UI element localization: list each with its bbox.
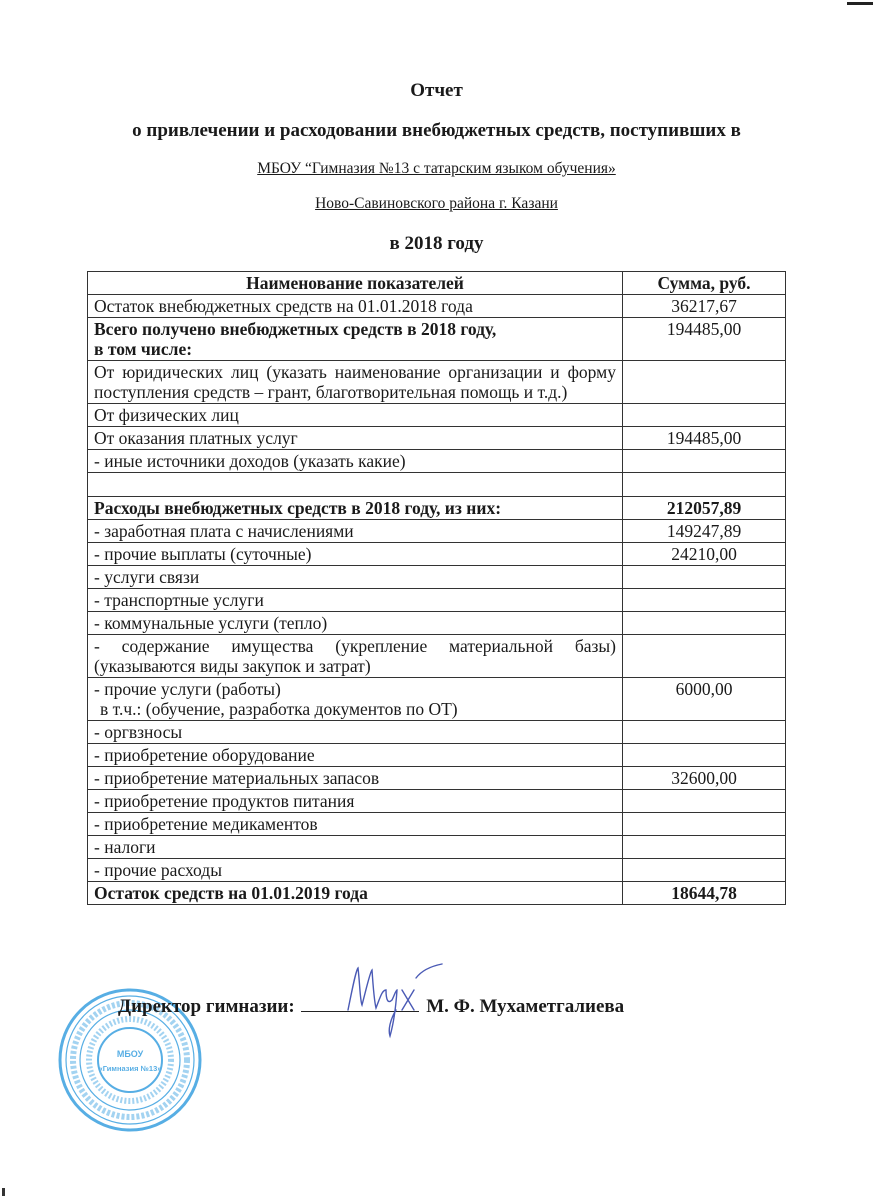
column-header-amount: Сумма, руб. (623, 272, 786, 295)
table-row (88, 813, 786, 836)
row-label: Расходы внебюджетных средств в 2018 году, из них: (88, 497, 623, 520)
row-value (623, 859, 786, 882)
row-label: - иные источники доходов (указать какие) (88, 450, 623, 473)
row-label-line1: - прочие услуги (работы) (94, 679, 281, 699)
row-label: - заработная плата с начислениями (88, 520, 623, 543)
row-value (623, 635, 786, 678)
row-label: - приобретение материальных запасов (88, 767, 623, 790)
document-title: Отчет (410, 80, 463, 101)
row-label-line1: Всего получено внебюджетных средств в 2018 году, (94, 319, 497, 339)
signatory-name: М. Ф. Мухаметгалиева (426, 996, 625, 1017)
row-value (623, 744, 786, 767)
report-year: в 2018 году (389, 233, 484, 254)
table-row (88, 520, 786, 543)
table-row (88, 635, 786, 678)
table-header-row (88, 272, 786, 295)
row-label: - оргвзносы (88, 721, 623, 744)
row-value: 36217,67 (623, 295, 786, 318)
row-label: Остаток внебюджетных средств на 01.01.2018 года (88, 295, 623, 318)
report-table (87, 271, 786, 905)
table-row (88, 543, 786, 566)
table-row (88, 295, 786, 318)
row-label: От оказания платных услуг (88, 427, 623, 450)
row-value: 32600,00 (623, 767, 786, 790)
table-row (88, 404, 786, 427)
table-row (88, 744, 786, 767)
table-row (88, 678, 786, 721)
stamp-text-line1: МБОУ (116, 1049, 144, 1059)
row-value: 212057,89 (623, 497, 786, 520)
row-label: - приобретение продуктов питания (88, 790, 623, 813)
row-value: 194485,00 (623, 318, 786, 361)
document-subtitle: о привлечении и расходовании внебюджетных средств, поступивших в (132, 120, 741, 141)
row-label: - транспортные услуги (88, 589, 623, 612)
table-row-empty (88, 473, 786, 497)
table-row (88, 318, 786, 361)
row-value (623, 612, 786, 635)
table-row-closing-balance (88, 882, 786, 905)
row-label: Остаток средств на 01.01.2019 года (88, 882, 623, 905)
table-row (88, 836, 786, 859)
row-label (88, 473, 623, 497)
row-label: - услуги связи (88, 566, 623, 589)
row-label: - приобретение оборудование (88, 744, 623, 767)
column-header-indicator: Наименование показателей (88, 272, 623, 295)
scan-edge-mark (2, 1188, 5, 1196)
row-label: - прочие расходы (88, 859, 623, 882)
row-value: 18644,78 (623, 882, 786, 905)
table-row (88, 566, 786, 589)
row-value: 24210,00 (623, 543, 786, 566)
scan-edge-mark (847, 2, 873, 5)
row-value (623, 836, 786, 859)
row-value (623, 473, 786, 497)
row-value (623, 361, 786, 404)
district-name: Ново-Савиновского района г. Казани (315, 195, 558, 212)
table-row (88, 767, 786, 790)
row-label: - приобретение медикаментов (88, 813, 623, 836)
row-label: От физических лиц (88, 404, 623, 427)
row-value (623, 790, 786, 813)
signatory-role: Директор гимназии: (118, 996, 295, 1017)
table-row (88, 450, 786, 473)
row-label: - содержание имущества (укрепление материальной базы) (указываются виды закупок и затрат) (88, 635, 623, 678)
row-label (88, 318, 623, 361)
table-row (88, 361, 786, 404)
row-value (623, 589, 786, 612)
row-value (623, 813, 786, 836)
row-value: 194485,00 (623, 427, 786, 450)
row-value (623, 721, 786, 744)
row-value: 6000,00 (623, 678, 786, 721)
organization-name: МБОУ “Гимназия №13 с татарским языком обучения» (257, 160, 616, 177)
table-row (88, 589, 786, 612)
table-row (88, 859, 786, 882)
row-label-line2: в т.ч.: (обучение, разработка документов по ОТ) (100, 699, 458, 719)
table-row-expenses-total (88, 497, 786, 520)
table-row (88, 790, 786, 813)
stamp-text-line2: «Гимназия №13» (98, 1064, 162, 1073)
row-value (623, 404, 786, 427)
row-label: От юридических лиц (указать наименование организации и форму поступления средств – грант, благотворительная помощь и т.д.) (88, 361, 623, 404)
row-label: - коммунальные услуги (тепло) (88, 612, 623, 635)
handwritten-signature-icon (330, 960, 450, 1040)
row-value (623, 450, 786, 473)
table-row (88, 612, 786, 635)
table-row (88, 721, 786, 744)
row-label-line2: в том числе: (94, 339, 193, 359)
table-row (88, 427, 786, 450)
row-value: 149247,89 (623, 520, 786, 543)
row-label: - налоги (88, 836, 623, 859)
row-label (88, 678, 623, 721)
row-label: - прочие выплаты (суточные) (88, 543, 623, 566)
row-value (623, 566, 786, 589)
